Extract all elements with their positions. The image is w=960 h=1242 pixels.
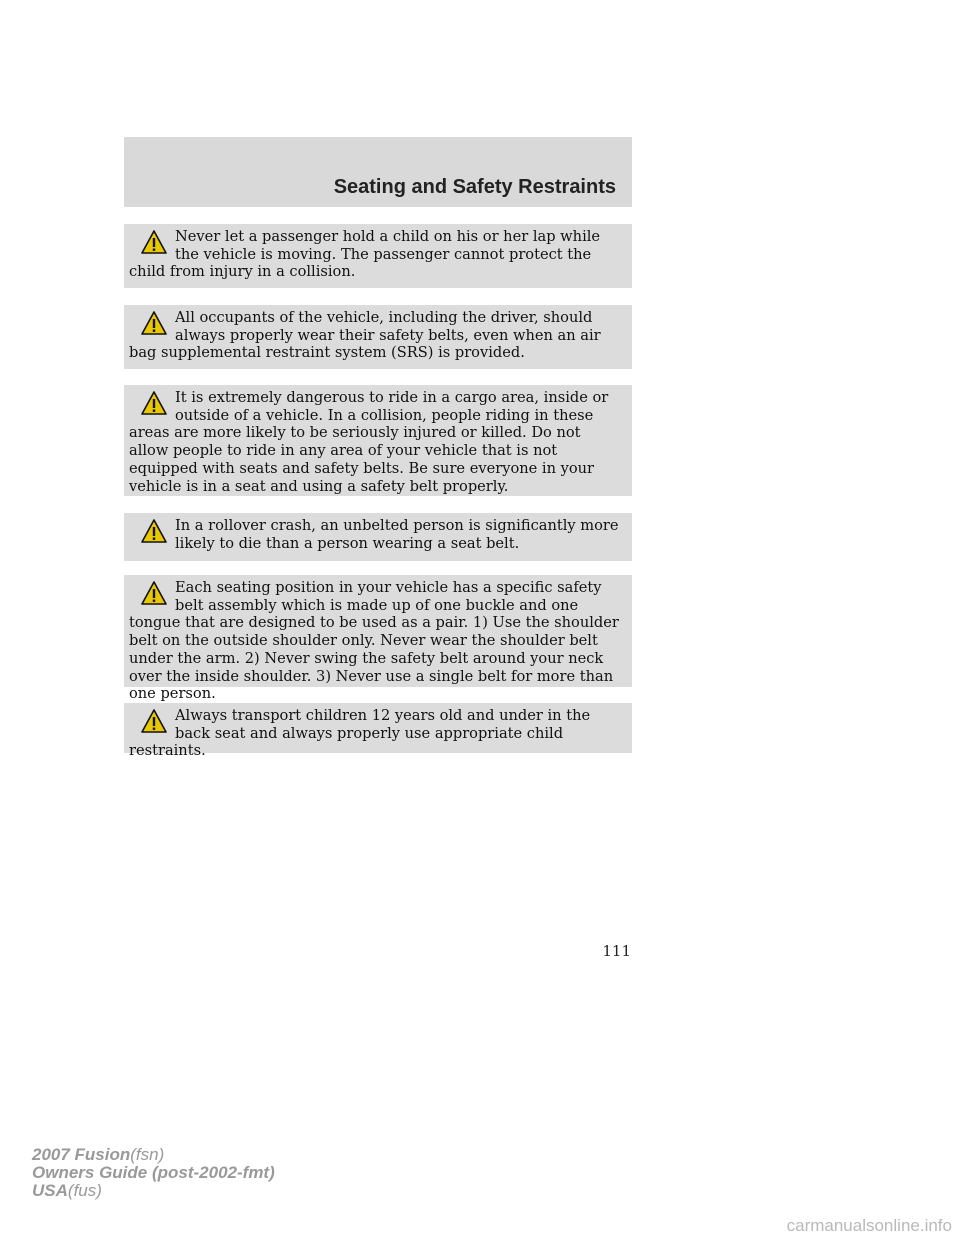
warning-triangle-icon [129,581,173,613]
footer-model-code: (fsn) [130,1145,165,1164]
warning-text: All occupants of the vehicle, including the driver, should always properly wear their safety belts, even when an air bag supplemental restraint system (SRS) is provided. [129,309,601,362]
warning-text: Always transport children 12 years old and under in the back seat and always properly use appropriate child restraints. [129,707,591,760]
warning-triangle-icon [129,230,173,262]
footer-region: USA [32,1181,68,1200]
warning-box [124,513,632,561]
warning-triangle-icon [129,311,173,343]
footer-region-code: (fus) [67,1181,102,1200]
warning-box [124,575,632,703]
footer-line-guide [32,1164,275,1182]
warning-text: It is extremely dangerous to ride in a cargo area, inside or outside of a vehicle. In a collision, people riding in these areas are more likely to be seriously injured or killed. Do not allow people to ride in any area of your vehicle that is not equipped with seats and safety belts. Be sure everyone in your vehicle is in a seat and using a safety belt properly. [129,389,609,495]
footer-model: 2007 Fusion [32,1145,131,1164]
warning-box [124,385,632,496]
warning-text: In a rollover crash, an unbelted person is significantly more likely to die than a person wearing a seat belt. [175,517,619,552]
footer-line-model [32,1146,275,1164]
page-number: 111 [602,942,631,960]
site-watermark: carmanualsonline.info [786,1216,952,1235]
warning-triangle-icon [129,709,173,741]
footer-guide: Owners Guide (post-2002-fmt) [32,1163,275,1182]
warning-box [124,305,632,369]
document-footer [32,1146,275,1200]
warning-text: Never let a passenger hold a child on his or her lap while the vehicle is moving. The passenger cannot protect the child from injury in a collision. [129,228,601,281]
section-header [124,137,632,207]
warning-box [124,703,632,760]
warning-triangle-icon [129,391,173,423]
section-title: Seating and Safety Restraints [333,176,616,198]
warning-box [124,224,632,288]
footer-line-region [32,1182,275,1200]
warning-triangle-icon [129,519,173,551]
warning-text: Each seating position in your vehicle has a specific safety belt assembly which is made up of one buckle and one tongue that are designed to be used as a pair. 1) Use the shoulder belt on the outside shoulder only. Never wear the shoulder belt under the arm. 2) Never swing the safety belt around your neck over the inside shoulder. 3) Never use a single belt for more than one person. [129,579,619,703]
